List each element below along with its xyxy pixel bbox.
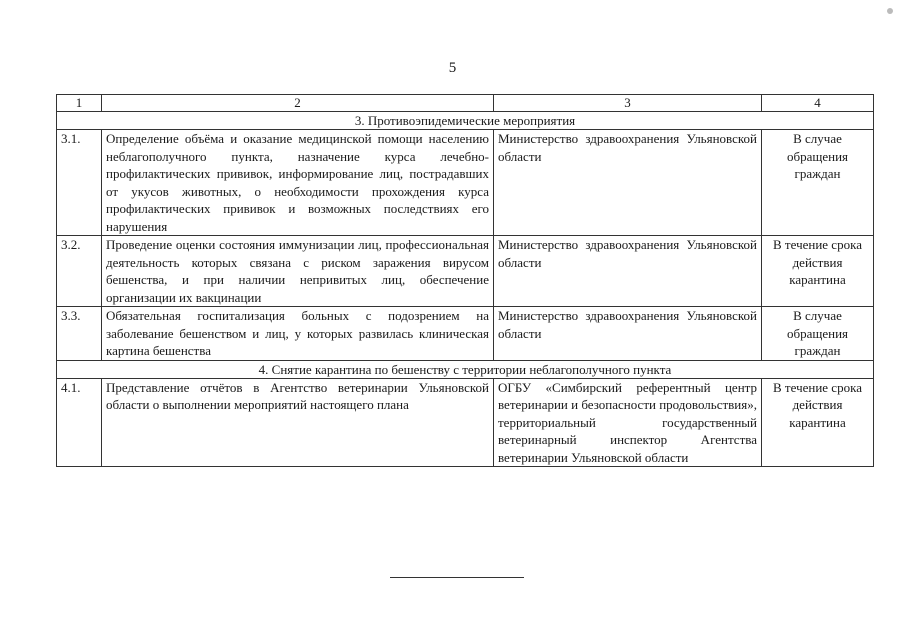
footer-rule [390,577,524,578]
section-heading: 4. Снятие карантина по бешенству с территории неблагополучного пункта [57,360,874,378]
plan-table [56,94,874,467]
column-number: 4 [762,95,874,112]
item-number: 3.3. [57,307,102,361]
responsible-cell: Министерство здравоохранения Ульяновской области [494,236,762,307]
table-row [57,307,874,361]
item-number: 3.1. [57,130,102,236]
activity-cell: Обязательная госпитализация больных с подозрением на заболевание бешенством и лиц, у которых развилась клиническая картина бешенства [102,307,494,361]
column-number: 1 [57,95,102,112]
column-number-row [57,95,874,112]
deadline-cell: В случае обращения граждан [762,307,874,361]
deadline-cell: В случае обращения граждан [762,130,874,236]
scan-mark [887,8,893,14]
table-row [57,378,874,467]
activity-cell: Проведение оценки состояния иммунизации лиц, профессиональная деятельность которых связана с риском заражения вирусом бешенства, и при наличии непривитых лиц, обеспечение организации их вакцинации [102,236,494,307]
page-number: 5 [448,60,457,76]
section-heading-row [57,360,874,378]
activity-cell: Определение объёма и оказание медицинской помощи населению неблагополучного пункта, назначение курса лечебно-профилактических прививок, информирование лиц, пострадавших от укусов животных, о необходимости прохождения курса профилактических прививок и возможных последствиях его нарушения [102,130,494,236]
table-row [57,130,874,236]
deadline-cell: В течение срока действия карантина [762,236,874,307]
item-number: 3.2. [57,236,102,307]
table-row [57,236,874,307]
responsible-cell: Министерство здравоохранения Ульяновской области [494,130,762,236]
deadline-cell: В течение срока действия карантина [762,378,874,467]
column-number: 2 [102,95,494,112]
activity-cell: Представление отчётов в Агентство ветеринарии Ульяновской области о выполнении мероприятий настоящего плана [102,378,494,467]
responsible-cell: Министерство здравоохранения Ульяновской области [494,307,762,361]
section-heading-row [57,112,874,130]
item-number: 4.1. [57,378,102,467]
section-heading: 3. Противоэпидемические мероприятия [57,112,874,130]
column-number: 3 [494,95,762,112]
responsible-cell: ОГБУ «Симбирский референтный центр ветеринарии и безопасности продовольствия», территориальный государственный ветеринарный инспектор Агентства ветеринарии Ульяновской области [494,378,762,467]
